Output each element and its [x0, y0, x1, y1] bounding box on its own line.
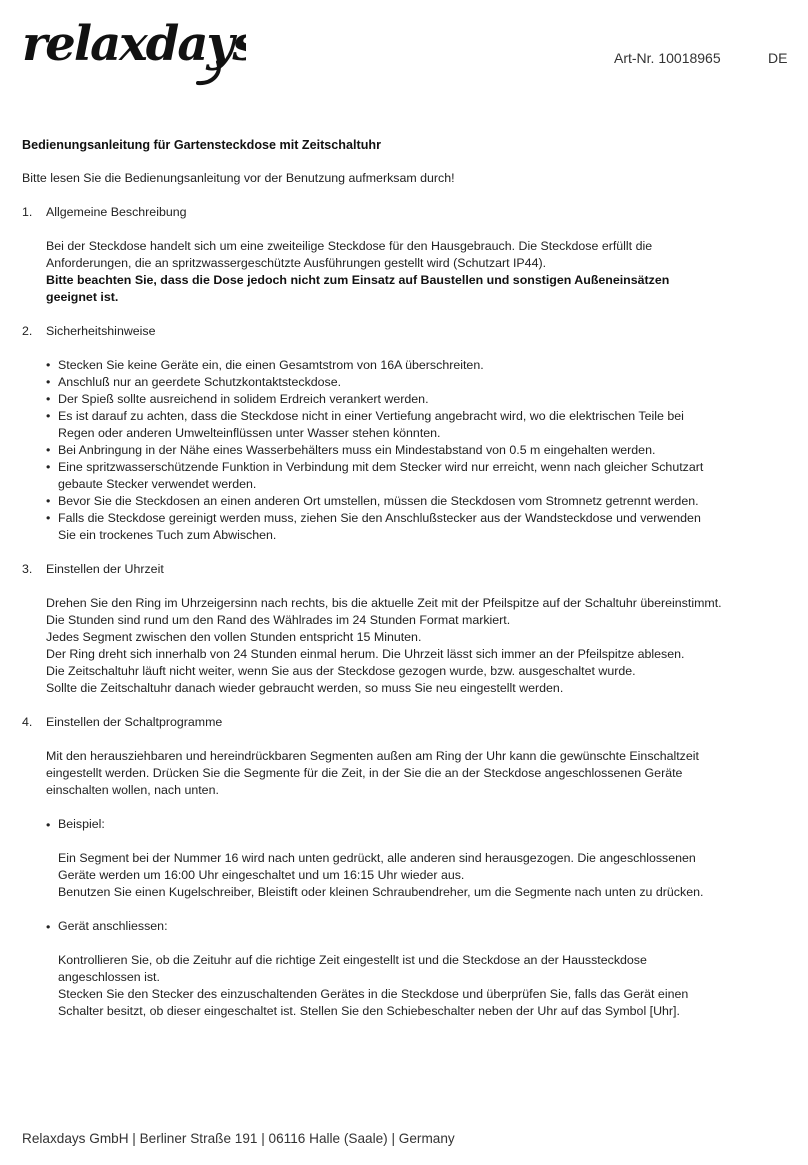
- bullet-icon: •: [46, 818, 51, 832]
- list-item: [46, 493, 786, 510]
- bullet-icon: •: [46, 460, 51, 474]
- text-line: Bei Anbringung in der Nähe eines Wasserbehälters muss ein Mindestabstand von 0.5 m eingehalten werden.: [58, 443, 656, 457]
- section-title: Einstellen der Uhrzeit: [46, 562, 164, 576]
- section-title: Allgemeine Beschreibung: [46, 205, 187, 219]
- text-line: Sollte die Zeitschaltuhr danach wieder gebraucht werden, so muss Sie neu eingestellt werden.: [46, 681, 564, 695]
- text-line: einschalten wollen, nach unten.: [46, 783, 219, 797]
- article-number: Art-Nr. 10018965: [614, 50, 721, 66]
- text-line: Jedes Segment zwischen den vollen Stunden entspricht 15 Minuten.: [46, 630, 422, 644]
- list-item: [46, 510, 786, 544]
- text-line: Der Ring dreht sich innerhalb von 24 Stunden einmal herum. Die Uhrzeit lässt sich immer an der Pfeilspitze ablesen.: [46, 647, 685, 661]
- text-line: Benutzen Sie einen Kugelschreiber, Bleistift oder kleinen Schraubendreher, um die Segmente nach unten zu drücken.: [58, 885, 704, 899]
- warning-line: geeignet ist.: [46, 290, 119, 304]
- subsection-label: [22, 918, 786, 935]
- text-line: Stecken Sie den Stecker des einzuschaltenden Gerätes in die Steckdose und überprüfen Sie, falls das Gerät einen: [58, 987, 689, 1001]
- brand-logo-wordmark: relaxdays: [22, 16, 246, 72]
- text-line: Der Spieß sollte ausreichend in solidem Erdreich verankert werden.: [58, 392, 429, 406]
- section-heading: [22, 561, 786, 578]
- text-line: Die Stunden sind rund um den Rand des Wählrades im 24 Stunden Format markiert.: [46, 613, 511, 627]
- section-title: Einstellen der Schaltprogramme: [46, 715, 223, 729]
- text-line: Geräte werden um 16:00 Uhr eingeschaltet und um 16:15 Uhr wieder aus.: [58, 868, 465, 882]
- section-title: Sicherheitshinweise: [46, 324, 156, 338]
- list-item: [46, 357, 786, 374]
- subsection-title: Gerät anschliessen:: [58, 919, 168, 933]
- subsection-title: Beispiel:: [58, 817, 105, 831]
- text-line: Kontrollieren Sie, ob die Zeituhr auf die richtige Zeit eingestellt ist und die Steckdose an der Haussteckdose: [58, 953, 647, 967]
- text-line: gebaute Stecker verwendet werden.: [58, 477, 257, 491]
- text-line: Mit den herausziehbaren und hereindrückbaren Segmenten außen am Ring der Uhr kann die gewünschte Einschaltzeit: [46, 749, 699, 763]
- safety-list: [22, 357, 786, 544]
- text-line: Falls die Steckdose gereinigt werden muss, ziehen Sie den Anschlußstecker aus der Wandsteckdose und verwenden: [58, 511, 701, 525]
- text-line: Schalter besitzt, ob dieser eingeschaltet ist. Stellen Sie den Schiebeschalter neben der Uhr auf das Symbol [Uhr].: [58, 1004, 680, 1018]
- bullet-icon: •: [46, 392, 51, 406]
- section-heading: [22, 204, 786, 221]
- intro-text: Bitte lesen Sie die Bedienungsanleitung vor der Benutzung aufmerksam durch!: [22, 171, 455, 185]
- text-line: Eine spritzwasserschützende Funktion in Verbindung mit dem Stecker wird nur erreicht, wenn nach gleicher Schutzart: [58, 460, 704, 474]
- language-code: DE: [768, 50, 788, 66]
- text-line: Stecken Sie keine Geräte ein, die einen Gesamtstrom von 16A überschreiten.: [58, 358, 484, 372]
- text-line: eingestellt werden. Drücken Sie die Segmente für die Zeit, in der Sie die an der Steckdose angeschlossenen Geräte: [46, 766, 683, 780]
- bullet-icon: •: [46, 511, 51, 525]
- section-heading: [22, 323, 786, 340]
- bullet-icon: •: [46, 443, 51, 457]
- text-line: angeschlossen ist.: [58, 970, 160, 984]
- section-paragraph: [22, 748, 786, 799]
- section-number: 2.: [22, 324, 33, 338]
- subsection-paragraph: [22, 850, 786, 901]
- footer-address: Relaxdays GmbH | Berliner Straße 191 | 06116 Halle (Saale) | Germany: [22, 1131, 455, 1146]
- section-paragraph: [22, 238, 786, 306]
- subsection-paragraph: [22, 952, 786, 1020]
- section-paragraph: [22, 595, 786, 697]
- list-item: [46, 391, 786, 408]
- section-number: 1.: [22, 205, 33, 219]
- list-item: [46, 442, 786, 459]
- bullet-icon: •: [46, 375, 51, 389]
- bullet-icon: •: [46, 494, 51, 508]
- subsection-label: [22, 816, 786, 833]
- list-item: [46, 408, 786, 442]
- text-line: Drehen Sie den Ring im Uhrzeigersinn nach rechts, bis die aktuelle Zeit mit der Pfeilspitze auf der Schaltuhr übereinstimmt.: [46, 596, 722, 610]
- text-line: Sie ein trockenes Tuch zum Abwischen.: [58, 528, 277, 542]
- text-line: Es ist darauf zu achten, dass die Steckdose nicht in einer Vertiefung angebracht wird, wo die elektrischen Teile bei: [58, 409, 684, 423]
- bullet-icon: •: [46, 920, 51, 934]
- list-item: [46, 459, 786, 493]
- brand-logo: [22, 14, 246, 89]
- bullet-icon: •: [46, 358, 51, 372]
- brand-logo-icon: [22, 14, 246, 86]
- document-title: Bedienungsanleitung für Gartensteckdose mit Zeitschaltuhr: [22, 138, 381, 152]
- list-item: [46, 374, 786, 391]
- section-number: 4.: [22, 715, 33, 729]
- warning-line: Bitte beachten Sie, dass die Dose jedoch nicht zum Einsatz auf Baustellen und sonstigen Außeneinsätzen: [46, 273, 670, 287]
- text-line: Die Zeitschaltuhr läuft nicht weiter, wenn Sie aus der Steckdose gezogen wurde, bzw. ausgeschaltet wurde.: [46, 664, 636, 678]
- text-line: Ein Segment bei der Nummer 16 wird nach unten gedrückt, alle anderen sind herausgezogen. Die angeschlossenen: [58, 851, 696, 865]
- manual-content: [22, 137, 786, 1020]
- text-line: Anforderungen, die an spritzwassergeschützte Ausführungen gestellt wird (Schutzart IP44).: [46, 256, 547, 270]
- text-line: Anschluß nur an geerdete Schutzkontaktsteckdose.: [58, 375, 342, 389]
- section-heading: [22, 714, 786, 731]
- bullet-icon: •: [46, 409, 51, 423]
- text-line: Bevor Sie die Steckdosen an einen anderen Ort umstellen, müssen die Steckdosen vom Stromnetz getrennt werden.: [58, 494, 699, 508]
- text-line: Bei der Steckdose handelt sich um eine zweiteilige Steckdose für den Hausgebrauch. Die Steckdose erfüllt die: [46, 239, 653, 253]
- section-number: 3.: [22, 562, 33, 576]
- text-line: Regen oder anderen Umwelteinflüssen unter Wasser stehen könnten.: [58, 426, 441, 440]
